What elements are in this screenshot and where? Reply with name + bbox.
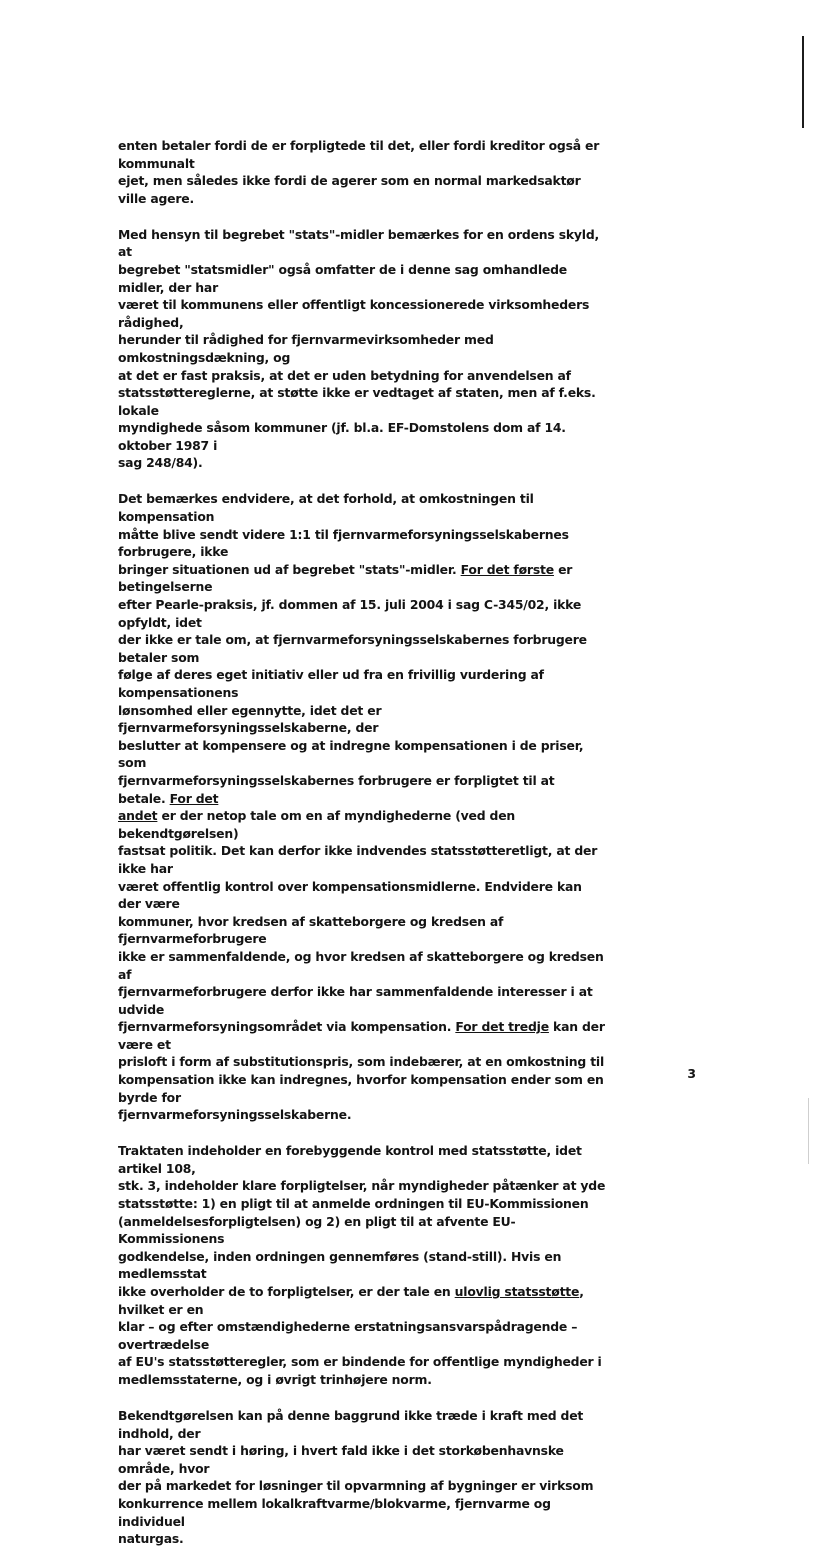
text-line: statsstøtte: 1) en pligt til at anmelde ordningen til EU-Kommissionen [118,1196,589,1212]
document-body [118,137,606,1548]
text-line: har været sendt i høring, i hvert fald ikke i det storkøbenhavnske område, hvor [118,1443,564,1476]
text-line: ejet, men således ikke fordi de agerer som en normal markedsaktør ville agere. [118,173,581,206]
underlined-phrase-illegal-aid: ulovlig statsstøtte [454,1283,580,1299]
text-line: herunder til rådighed for fjernvarmevirksomheder med omkostningsdækning, og [118,332,494,365]
underlined-phrase-second-start: For det [169,790,219,806]
page-number: 3 [687,1066,696,1081]
scan-edge-line [802,36,804,128]
text-line: der ikke er tale om, at fjernvarmeforsyningsselskabernes forbrugere betaler som [118,632,587,665]
text-line: enten betaler fordi de er forpligtede til det, eller fordi kreditor også er kommunalt [118,138,600,171]
text-line: at det er fast praksis, at det er uden betydning for anvendelsen af [118,367,571,383]
text-line: prisloft i form af substitutionspris, som indebærer, at en omkostning til [118,1054,605,1070]
text-line: fjernvarmeforsyningsselskabernes forbrugere er forpligtet til at betale. [118,772,555,806]
text-line: fjernvarmeforbrugere derfor ikke har sammenfaldende interesser i at udvide [118,984,593,1017]
text-line: ikke er sammenfaldende, og hvor kredsen af skatteborgere og kredsen af [118,948,604,982]
text-line: fjernvarmeforsyningsområdet via kompensation. [118,1019,452,1035]
text-line: Bekendtgørelsen kan på denne baggrund ikke træde i kraft med det indhold, der [118,1407,584,1441]
text-line: efter Pearle-praksis, jf. dommen af 15. juli 2004 i sag C-345/02, ikke opfyldt, idet [118,597,582,630]
text-line: Med hensyn til begrebet "stats"-midler bemærkes for en ordens skyld, at [118,226,600,260]
text-line: været offentlig kontrol over kompensationsmidlerne. Endvidere kan der være [118,878,582,912]
underlined-phrase-third: For det tredje [455,1019,549,1035]
text-line: kompensation ikke kan indregnes, hvorfor kompensation ender som en byrde for [118,1072,604,1105]
text-line: lønsomhed eller egennytte, idet det er fjernvarmeforsyningsselskaberne, der [118,702,382,736]
paragraph-3 [118,490,606,1123]
paragraph-2 [118,226,606,472]
text-line: er betingelserne [118,561,573,595]
text-line: følge af deres eget initiativ eller ud fra en frivillig vurdering af kompensationens [118,667,544,700]
text-line: der på markedet for løsninger til opvarmning af bygninger er virksom [118,1478,594,1494]
text-line: bringer situationen ud af begrebet "stats"-midler. [118,561,457,577]
scan-edge-line-lower [808,1098,809,1164]
text-line: måtte blive sendt videre 1:1 til fjernvarmeforsyningsselskabernes forbrugere, ikke [118,526,569,560]
text-line: myndighede såsom kommuner (jf. bl.a. EF-Domstolens dom af 14. oktober 1987 i [118,420,566,453]
text-line: beslutter at kompensere og at indregne kompensationen i de priser, som [118,737,584,771]
text-line: , hvilket er en [118,1283,584,1317]
text-line: klar – og efter omstændighederne erstatningsansvarspådragende – overtrædelse [118,1319,578,1352]
underlined-phrase-first: For det første [460,561,554,577]
text-line: fjernvarmeforsyningsselskaberne. [118,1107,352,1123]
underlined-phrase-second-end: andet [118,808,158,824]
text-line: Traktaten indeholder en forebyggende kontrol med statsstøtte, idet artikel 108, [118,1143,582,1176]
text-line: kommuner, hvor kredsen af skatteborgere og kredsen af fjernvarmeforbrugere [118,913,504,947]
text-line: (anmeldelsesforpligtelsen) og 2) en pligt til at afvente EU-Kommissionens [118,1213,516,1247]
text-line: godkendelse, inden ordningen gennemføres (stand-still). Hvis en medlemsstat [118,1248,562,1282]
text-line: fastsat politik. Det kan derfor ikke indvendes statsstøtteretligt, at der ikke har [118,843,598,876]
text-line: er der netop tale om en af myndighederne (ved den bekendtgørelsen) [118,808,516,841]
paragraph-1 [118,137,606,207]
paragraph-4 [118,1142,606,1388]
text-line: konkurrence mellem lokalkraftvarme/blokvarme, fjernvarme og individuel [118,1495,551,1529]
text-line: været til kommunens eller offentligt koncessionerede virksomheders rådighed, [118,297,590,330]
text-line: begrebet "statsmidler" også omfatter de i denne sag omhandlede midler, der har [118,261,567,295]
text-line: kan der være et [118,1019,605,1052]
text-line: Det bemærkes endvidere, at det forhold, at omkostningen til kompensation [118,491,534,525]
text-line: af EU's statsstøtteregler, som er bindende for offentlige myndigheder i [118,1354,602,1370]
text-line: ikke overholder de to forpligtelser, er der tale en [118,1283,451,1299]
text-line: statsstøttereglerne, at støtte ikke er vedtaget af staten, men af f.eks. lokale [118,385,596,418]
text-line: naturgas. [118,1531,184,1547]
text-line: sag 248/84). [118,455,203,471]
paragraph-5 [118,1407,606,1548]
text-line: stk. 3, indeholder klare forpligtelser, når myndigheder påtænker at yde [118,1178,606,1194]
text-line: medlemsstaterne, og i øvrigt trinhøjere norm. [118,1371,432,1387]
